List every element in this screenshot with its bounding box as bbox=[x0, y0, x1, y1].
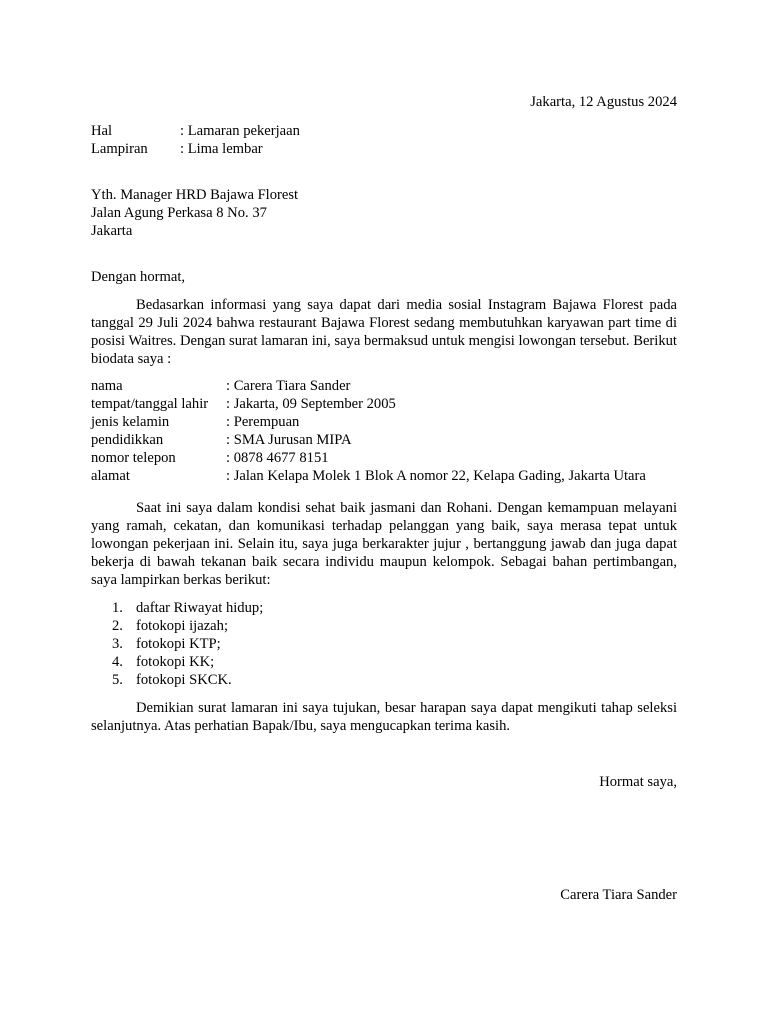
list-number: 3. bbox=[112, 636, 123, 652]
closing-paragraph: Demikian surat lamaran ini saya tujukan, besar harapan saya dapat mengikuti tahap seleksi selanjutnya. Atas perhatian Bapak/Ibu, saya mengucapkan terima kasih. bbox=[91, 700, 677, 734]
biodata-row bbox=[91, 377, 691, 395]
list-number: 2. bbox=[112, 618, 123, 634]
biodata-value: : Carera Tiara Sander bbox=[226, 378, 351, 394]
opening-paragraph: Bedasarkan informasi yang saya dapat dari media sosial Instagram Bajawa Florest pada tanggal 29 Juli 2024 bahwa restaurant Bajawa Florest sedang membutuhkan karyawan part time di posisi Waitres. Dengan surat lamaran ini, saya bermaksud untuk mengisi lowongan tersebut. Berikut biodata saya : bbox=[91, 297, 677, 367]
biodata-row bbox=[91, 449, 691, 467]
biodata-value: : Jakarta, 09 September 2005 bbox=[226, 396, 396, 412]
biodata-row bbox=[91, 413, 691, 431]
greeting: Dengan hormat, bbox=[91, 269, 186, 285]
list-text: fotokopi KK; bbox=[136, 654, 215, 670]
biodata-value: : Perempuan bbox=[226, 414, 300, 430]
biodata-table bbox=[91, 377, 691, 485]
subject-value: : Lamaran pekerjaan bbox=[180, 123, 300, 139]
biodata-label: tempat/tanggal lahir bbox=[91, 396, 209, 412]
list-number: 4. bbox=[112, 654, 123, 670]
biodata-label: pendidikkan bbox=[91, 432, 164, 448]
attachment-count-value: : Lima lembar bbox=[180, 141, 263, 157]
biodata-row bbox=[91, 467, 691, 485]
closing-salutation: Hormat saya, bbox=[599, 774, 677, 790]
biodata-row bbox=[91, 431, 691, 449]
list-number: 5. bbox=[112, 672, 123, 688]
list-text: fotokopi KTP; bbox=[136, 636, 221, 652]
place-date: Jakarta, 12 Agustus 2024 bbox=[530, 94, 677, 110]
biodata-label: nama bbox=[91, 378, 123, 394]
biodata-label: alamat bbox=[91, 468, 130, 484]
subject-label: Hal bbox=[91, 123, 113, 139]
biodata-value: : 0878 4677 8151 bbox=[226, 450, 329, 466]
list-number: 1. bbox=[112, 600, 123, 616]
signature-name: Carera Tiara Sander bbox=[560, 887, 677, 903]
biodata-label: nomor telepon bbox=[91, 450, 176, 466]
biodata-row bbox=[91, 395, 691, 413]
attachment-count-label: Lampiran bbox=[91, 141, 148, 157]
biodata-value: : Jalan Kelapa Molek 1 Blok A nomor 22, Kelapa Gading, Jakarta Utara bbox=[226, 468, 646, 484]
recipient-line-3: Jakarta bbox=[91, 223, 133, 239]
recipient-line-1: Yth. Manager HRD Bajawa Florest bbox=[91, 187, 299, 203]
list-text: daftar Riwayat hidup; bbox=[136, 600, 264, 616]
qualification-paragraph: Saat ini saya dalam kondisi sehat baik jasmani dan Rohani. Dengan kemampuan melayani yang ramah, cekatan, dan komunikasi terhadap pelanggan yang baik, saya merasa tepat untuk lowongan pekerjaan ini. Selain itu, saya juga berkarakter jujur , bertanggung jawab dan juga dapat bekerja di bawah tekanan baik secara individu maupun kelompok. Sebagai bahan pertimbangan, saya lampirkan berkas berikut: bbox=[91, 500, 677, 588]
list-text: fotokopi ijazah; bbox=[136, 618, 228, 634]
biodata-label: jenis kelamin bbox=[91, 414, 170, 430]
recipient-line-2: Jalan Agung Perkasa 8 No. 37 bbox=[91, 205, 267, 221]
list-text: fotokopi SKCK. bbox=[136, 672, 232, 688]
biodata-value: : SMA Jurusan MIPA bbox=[226, 432, 352, 448]
